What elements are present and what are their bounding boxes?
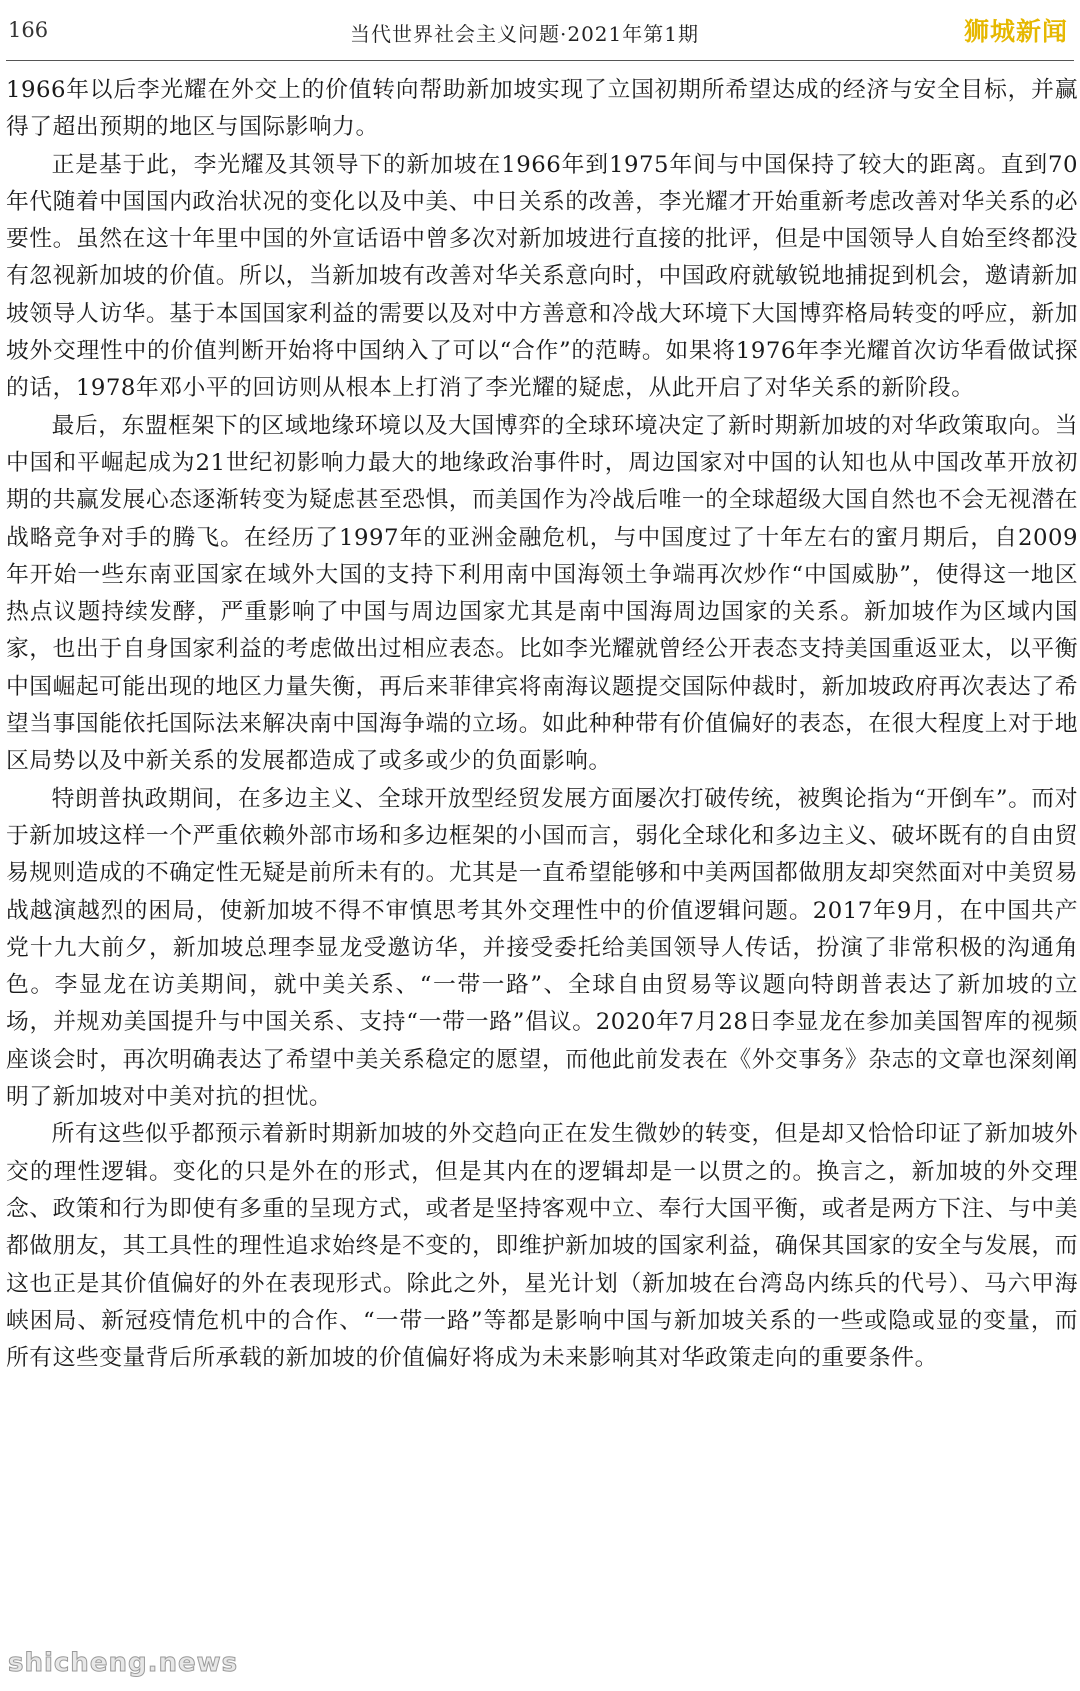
- paragraph: 1966年以后李光耀在外交上的价值转向帮助新加坡实现了立国初期所希望达成的经济与安全目标，并赢得了超出预期的地区与国际影响力。: [6, 77, 1078, 141]
- header-rule: [6, 60, 1074, 61]
- page-number: 166: [8, 18, 49, 42]
- paragraph: 所有这些似乎都预示着新时期新加坡的外交趋向正在发生微妙的转变，但是却又恰恰印证了新加坡外交的理性逻辑。变化的只是外在的形式，但是其内在的逻辑却是一以贯之的。换言之，新加坡的外交理念、政策和行为即使有多重的呈现方式，或者是坚持客观中立、奉行大国平衡，或者是两方下注、与中美都做朋友，其工具性的理性追求始终是不变的，即维护新加坡的国家利益，确保其国家的安全与发展，而这也正是其价值偏好的外在表现形式。除此之外，星光计划（新加坡在台湾岛内练兵的代号）、马六甲海峡困局、新冠疫情危机中的合作、“一带一路”等都是影响中国与新加坡关系的一些或隐或显的变量，而所有这些变量背后所承载的新加坡的价值偏好将成为未来影响其对华政策走向的重要条件。: [6, 1121, 1078, 1372]
- paragraph: 正是基于此，李光耀及其领导下的新加坡在1966年到1975年间与中国保持了较大的距离。直到70年代随着中国国内政治状况的变化以及中美、中日关系的改善，李光耀才开始重新考虑改善对华关系的必要性。虽然在这十年里中国的外宣话语中曾多次对新加坡进行直接的批评，但是中国领导人自始至终都没有忽视新加坡的价值。所以，当新加坡有改善对华关系意向时，中国政府就敏锐地捕捉到机会，邀请新加坡领导人访华。基于本国国家利益的需要以及对中方善意和冷战大环境下大国博弈格局转变的呼应，新加坡外交理性中的价值判断开始将中国纳入了可以“合作”的范畴。如果将1976年李光耀首次访华看做试探的话，1978年邓小平的回访则从根本上打消了李光耀的疑虑，从此开启了对华关系的新阶段。: [6, 151, 1078, 402]
- paragraph: 特朗普执政期间，在多边主义、全球开放型经贸发展方面屡次打破传统，被舆论指为“开倒车”。而对于新加坡这样一个严重依赖外部市场和多边框架的小国而言，弱化全球化和多边主义、破坏既有的自由贸易规则造成的不确定性无疑是前所未有的。尤其是一直希望能够和中美两国都做朋友却突然面对中美贸易战越演越烈的困局，使新加坡不得不审慎思考其外交理性中的价值逻辑问题。2017年9月，在中国共产党十九大前夕，新加坡总理李显龙受邀访华，并接受委托给美国领导人传话，扮演了非常积极的沟通角色。李显龙在访美期间，就中美关系、“一带一路”、全球自由贸易等议题向特朗普表达了新加坡的立场，并规劝美国提升与中国关系、支持“一带一路”倡议。2020年7月28日李显龙在参加美国智库的视频座谈会时，再次明确表达了希望中美关系稳定的愿望，而他此前发表在《外交事务》杂志的文章也深刻阐明了新加坡对中美对抗的担忧。: [6, 785, 1078, 1111]
- paragraph: 最后，东盟框架下的区域地缘环境以及大国博弈的全球环境决定了新时期新加坡的对华政策取向。当中国和平崛起成为21世纪初影响力最大的地缘政治事件时，周边国家对中国的认知也从中国改革开放初期的共赢发展心态逐渐转变为疑虑甚至恐惧，而美国作为冷战后唯一的全球超级大国自然也不会无视潜在战略竞争对手的腾飞。在经历了1997年的亚洲金融危机，与中国度过了十年左右的蜜月期后，自2009年开始一些东南亚国家在域外大国的支持下利用南中国海领土争端再次炒作“中国威胁”，使得这一地区热点议题持续发酵，严重影响了中国与周边国家尤其是南中国海周边国家的关系。新加坡作为区域内国家，也出于自身国家利益的考虑做出过相应表态。比如李光耀就曾经公开表态支持美国重返亚太，以平衡中国崛起可能出现的地区力量失衡，再后来菲律宾将南海议题提交国际仲裁时，新加坡政府再次表达了希望当事国能依托国际法来解决南中国海争端的立场。如此种种带有价值偏好的表态，在很大程度上对于地区局势以及中新关系的发展都造成了或多或少的负面影响。: [6, 412, 1078, 775]
- article-body: [6, 72, 1078, 1377]
- watermark-logo-top: 狮城新闻: [963, 17, 1068, 46]
- journal-title: 当代世界社会主义问题·2021年第1期: [350, 22, 699, 46]
- watermark-site: shicheng.news: [8, 1648, 239, 1678]
- page-header: [0, 0, 1080, 62]
